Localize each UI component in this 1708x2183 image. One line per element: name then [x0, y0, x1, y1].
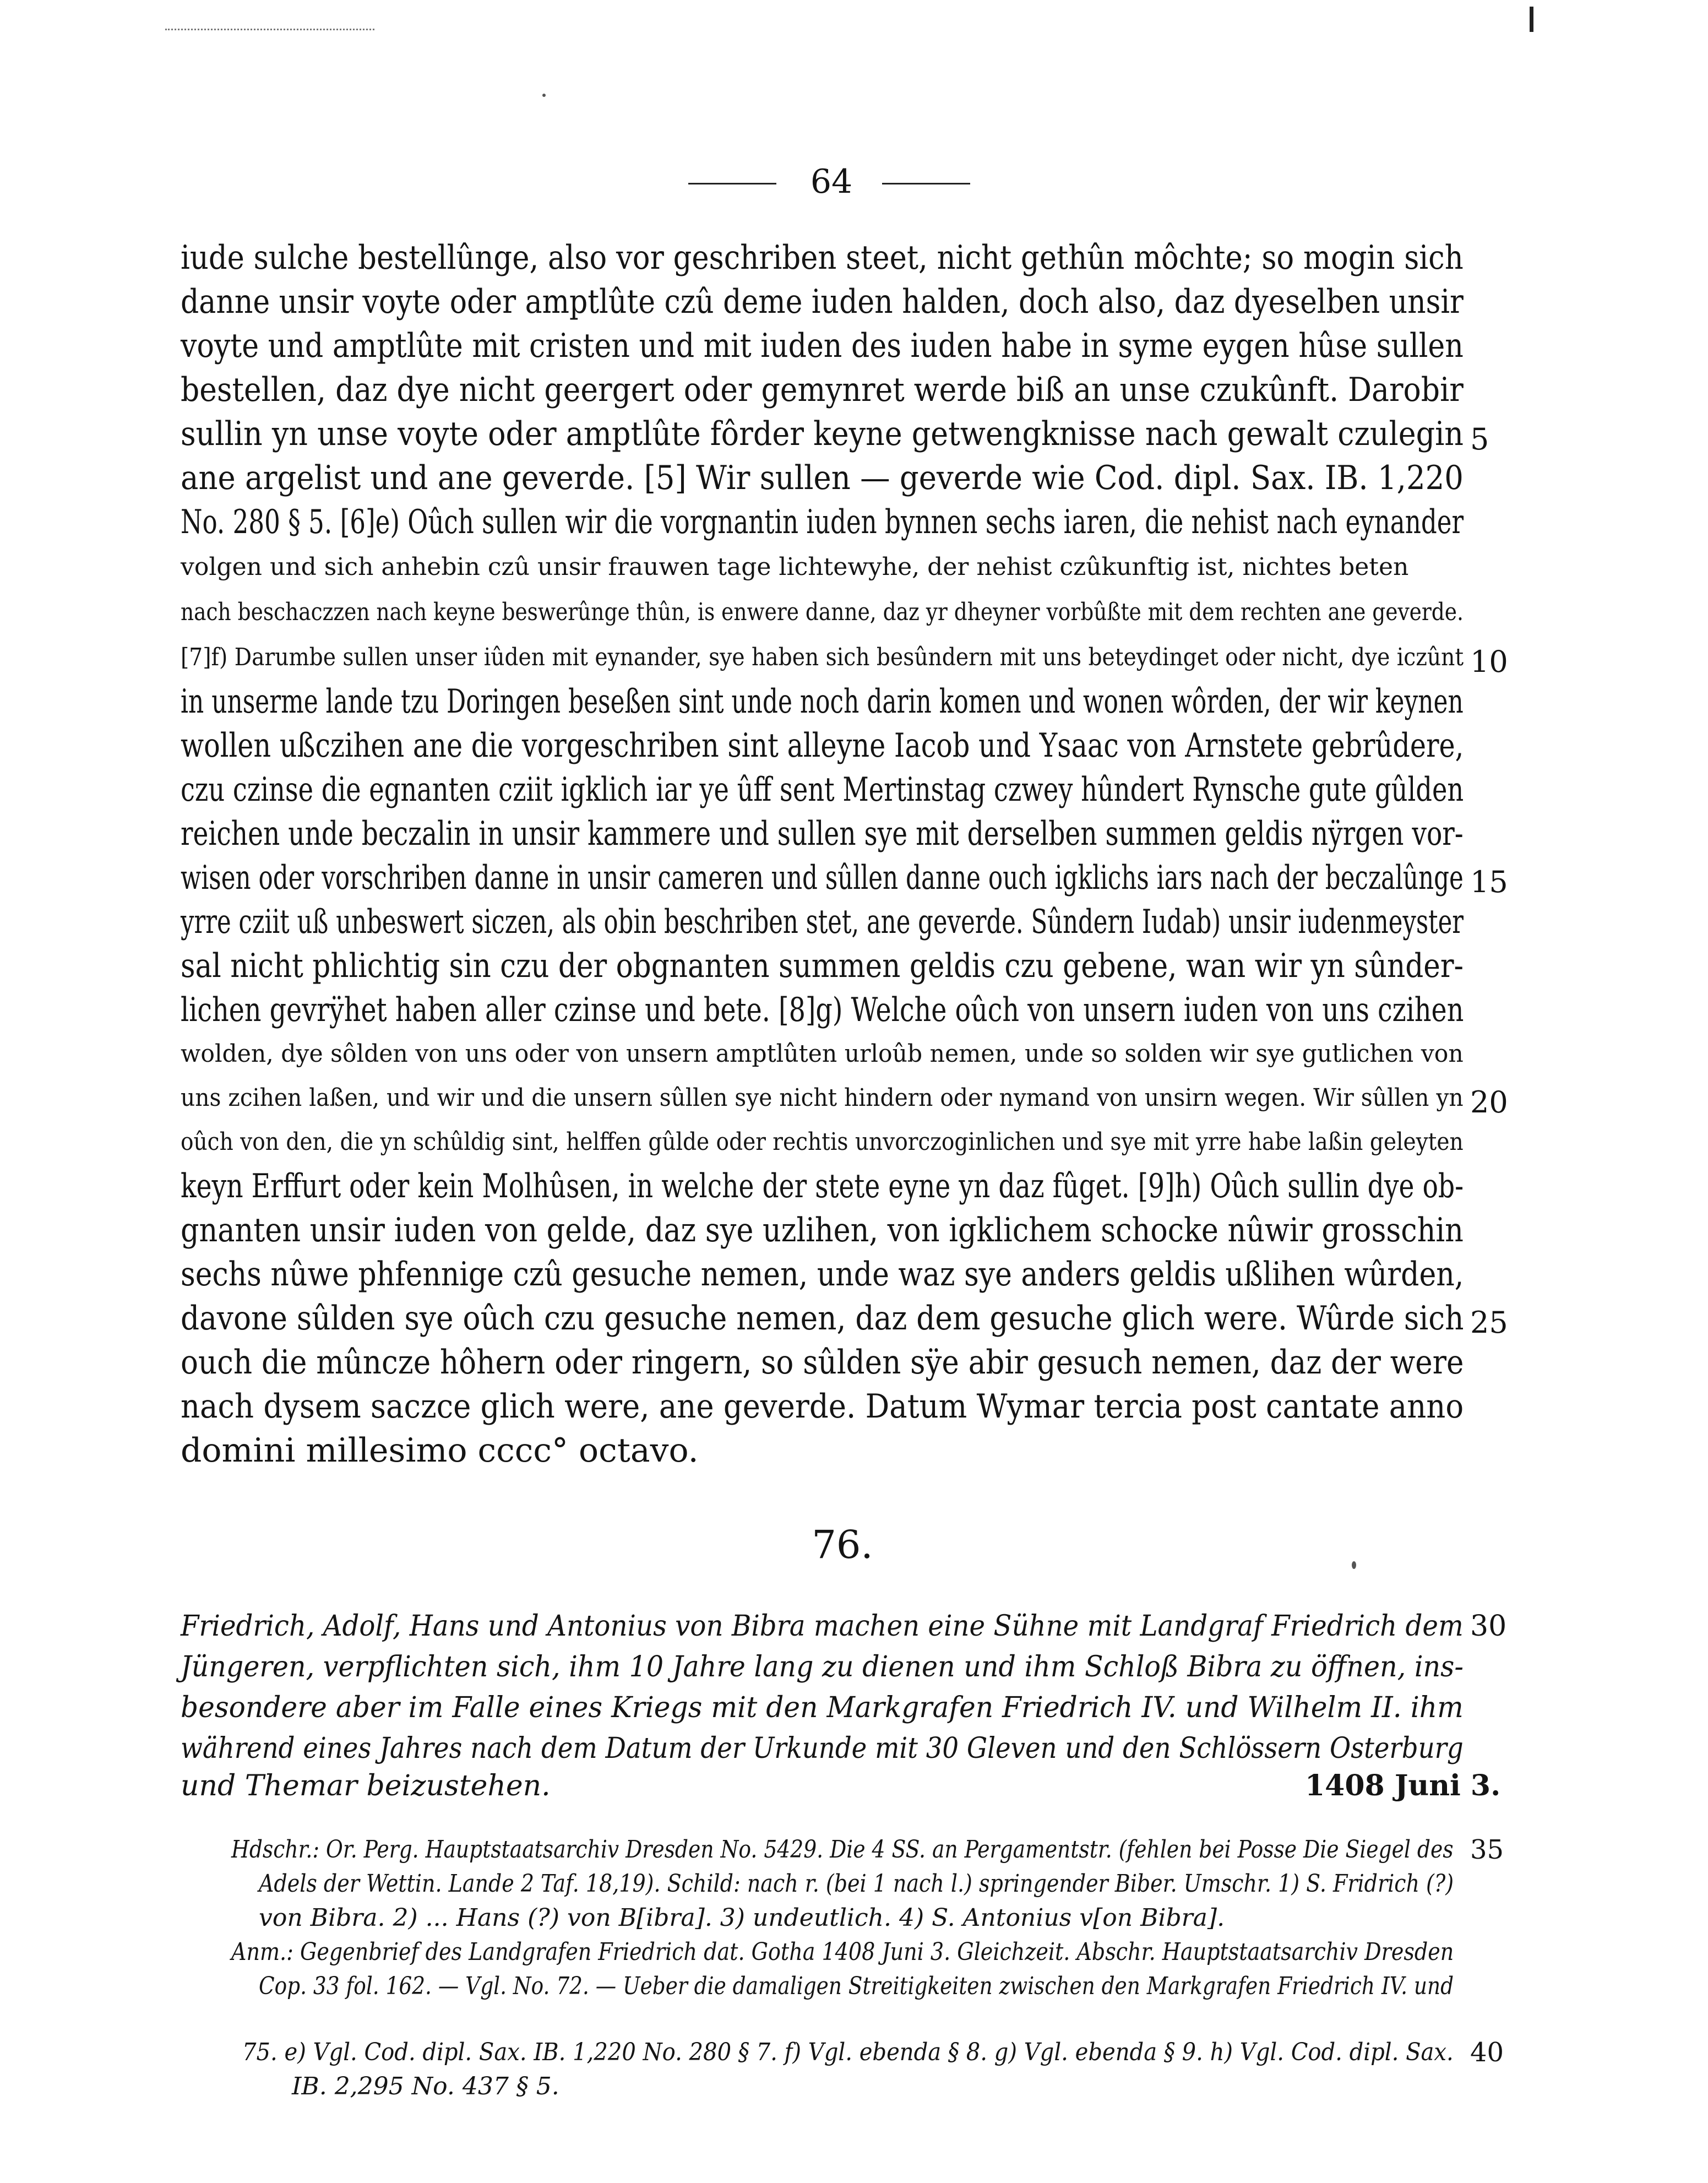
body-line: sal nicht phlichtig sin czu der obgnanten summen geldis czu gebene, wan wir yn sûnder-: [181, 947, 1464, 985]
body-line: yrre cziit uß unbeswert siczen, als obin beschriben stet, ane geverde. Sûndern Iudab) unsir iudenmeyster: [181, 903, 1464, 941]
line-number: 20: [1470, 1085, 1508, 1120]
speck: [1352, 1561, 1356, 1569]
header-rule-left: [688, 183, 776, 184]
line-number: 25: [1470, 1305, 1508, 1340]
body-line: nach dysem saczce glich were, ane geverde. Datum Wymar tercia post cantate anno: [181, 1387, 1464, 1426]
header-rule-right: [882, 183, 970, 184]
regest-line: Friedrich, Adolf, Hans und Antonius von Bibra machen eine Sühne mit Landgraf Friedrich dem: [181, 1610, 1464, 1643]
body-line: uns zcihen laßen, und wir und die unsern sûllen sye nicht hindern oder nymand von unsirn wegen. Wir sûllen yn: [181, 1084, 1464, 1112]
body-line: gnanten unsir iuden von gelde, daz sye uzlihen, von igklichem schocke nûwir grosschin: [181, 1211, 1464, 1250]
body-line: reichen unde beczalin in unsir kammere und sullen sye mit derselben summen geldis nÿrgen vor-: [181, 814, 1464, 853]
body-line: lichen gevrÿhet haben aller czinse und bete. [8]g) Welche oûch von unsern iuden von uns czihen: [181, 991, 1464, 1029]
note-line: Hdschr.: Or. Perg. Hauptstaatsarchiv Dresden No. 5429. Die 4 SS. an Pergamentstr. (fehlen bei Posse Die Siegel des: [231, 1836, 1454, 1864]
line-number: 10: [1470, 644, 1508, 679]
body-line: iude sulche bestellûnge, also vor geschriben steet, nicht gethûn môchte; so mogin sich: [181, 238, 1464, 277]
body-line: No. 280 § 5. [6]e) Oûch sullen wir die vorgnantin iuden bynnen sechs iaren, die nehist nach eynander: [181, 503, 1464, 541]
regest-date: 1408 Juni 3.: [1305, 1769, 1501, 1802]
line-number: 15: [1470, 865, 1508, 899]
note-line: Adels der Wettin. Lande 2 Taf. 18,19). Schild: nach r. (bei 1 nach l.) springender Biber. Umschr. 1) S. Fridrich (?): [259, 1870, 1454, 1898]
body-line: ane argelist und ane geverde. [5] Wir sullen — geverde wie Cod. dipl. Sax. IB. 1,220: [181, 459, 1464, 497]
regest-line: besondere aber im Falle eines Kriegs mit den Markgrafen Friedrich IV. und Wilhelm II. ihm: [181, 1691, 1464, 1724]
body-line: ouch die mûncze hôhern oder ringern, so sûlden sÿe abir gesuch nemen, daz der were: [181, 1343, 1464, 1382]
footnote-line: IB. 2,295 No. 437 § 5.: [292, 2072, 559, 2100]
body-line: domini millesimo cccc° octavo.: [181, 1431, 699, 1470]
speck: [542, 94, 546, 97]
body-line: czu czinse die egnanten cziit igklich iar ye ûff sent Mertinstag czwey hûndert Rynsche gute gûlden: [181, 770, 1464, 809]
body-line: wisen oder vorschriben danne in unsir cameren und sûllen danne ouch igklichs iars nach der beczalûnge: [181, 859, 1464, 897]
body-line: nach beschaczzen nach keyne beswerûnge thûn, is enwere danne, daz yr dheyner vorbûßte mit dem rechten ane geverde.: [181, 598, 1464, 626]
regest-line: Jüngeren, verpflichten sich, ihm 10 Jahre lang zu dienen und ihm Schloß Bibra zu öffnen, ins-: [181, 1650, 1464, 1684]
page-edge-mark: [1530, 7, 1533, 32]
body-line: voyte und amptlûte mit cristen und mit iuden des iuden habe in syme eygen hûse sullen: [181, 327, 1464, 365]
document-number: 76.: [812, 1522, 873, 1567]
body-line: in unserme lande tzu Doringen beseßen sint unde noch darin komen und wonen wôrden, der wir keynen: [181, 682, 1464, 721]
body-line: sechs nûwe phfennige czû gesuche nemen, unde waz sye anders geldis ußlihen wûrden,: [181, 1255, 1464, 1294]
body-line: wolden, dye sôlden von uns oder von unsern amptlûten urloûb nemen, unde so solden wir sye gutlichen von: [181, 1040, 1464, 1068]
regest-line: und Themar beizustehen.: [181, 1769, 551, 1802]
body-line: bestellen, daz dye nicht geergert oder gemynret werde biß an unse czukûnft. Darobir: [181, 371, 1464, 409]
body-line: volgen und sich anhebin czû unsir frauwen tage lichtewyhe, der nehist czûkunftig ist, nichtes beten: [181, 553, 1409, 581]
footnote-line: 75. e) Vgl. Cod. dipl. Sax. IB. 1,220 No. 280 § 7. f) Vgl. ebenda § 8. g) Vgl. ebenda § 9. h) Vgl. Cod. dipl. Sax.: [242, 2038, 1454, 2066]
page-header: [0, 160, 1708, 209]
note-line: Cop. 33 fol. 162. — Vgl. No. 72. — Ueber die damaligen Streitigkeiten zwischen den Markgrafen Friedrich IV. und: [259, 1972, 1454, 2000]
body-line: oûch von den, die yn schûldig sint, helffen gûlde oder rechtis unvorczoginlichen und sye mit yrre habe laßin geleyten: [181, 1128, 1464, 1156]
top-dotted-line: [165, 29, 374, 30]
line-number: 30: [1470, 1610, 1507, 1643]
body-line: danne unsir voyte oder amptlûte czû deme iuden halden, doch also, daz dyeselben unsir: [181, 283, 1464, 321]
line-number: 5: [1470, 422, 1489, 457]
body-line: [7]f) Darumbe sullen unser iûden mit eynander, sye haben sich besûndern mit uns beteydinget oder nicht, dye iczûnt: [181, 643, 1464, 671]
page-number: 64: [810, 162, 853, 201]
body-line: keyn Erffurt oder kein Molhûsen, in welche der stete eyne yn daz fûget. [9]h) Oûch sullin dye ob-: [181, 1167, 1464, 1205]
body-line: davone sûlden sye oûch czu gesuche nemen, daz dem gesuche glich were. Wûrde sich: [181, 1299, 1464, 1338]
note-line: Anm.: Gegenbrief des Landgrafen Friedrich dat. Gotha 1408 Juni 3. Gleichzeit. Abschr. Hauptstaatsarchiv Dresden: [231, 1938, 1454, 1966]
body-line: wollen ußczihen ane die vorgeschriben sint alleyne Iacob und Ysaac von Arnstete gebrûdere,: [181, 726, 1464, 765]
regest-line: während eines Jahres nach dem Datum der Urkunde mit 30 Gleven und den Schlössern Osterburg: [181, 1732, 1464, 1765]
line-number: 40: [1470, 2037, 1504, 2068]
body-line: sullin yn unse voyte oder amptlûte fôrder keyne getwengknisse nach gewalt czulegin: [181, 415, 1464, 453]
note-line: von Bibra. 2) ... Hans (?) von B[ibra]. 3) undeutlich. 4) S. Antonius v[on Bibra].: [259, 1904, 1225, 1932]
line-number: 35: [1470, 1834, 1504, 1865]
